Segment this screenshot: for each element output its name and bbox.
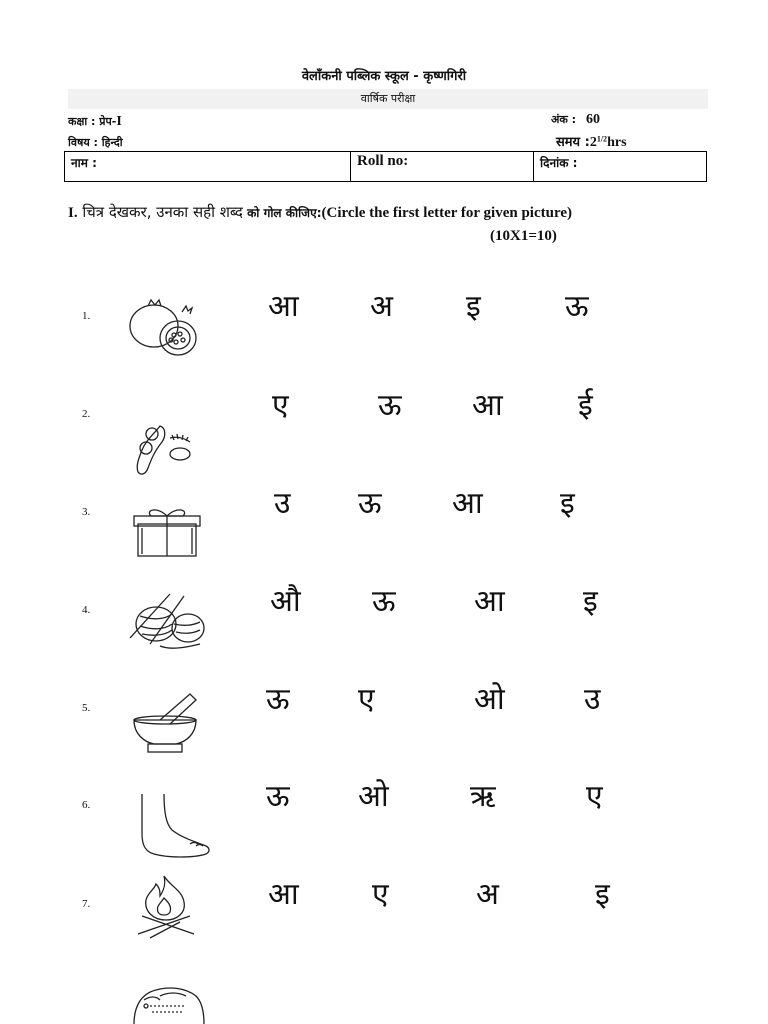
tamarind-image xyxy=(120,414,212,484)
item-number: 6. xyxy=(82,799,91,811)
elephant-image xyxy=(120,982,212,1024)
question-heading xyxy=(68,201,708,225)
question-hindi-bold-text: को गोल कीजिए: xyxy=(242,206,322,220)
option-letter[interactable]: ई xyxy=(578,388,593,423)
marks-value: 60 xyxy=(585,112,600,127)
foot-image xyxy=(120,792,212,862)
option-letter[interactable]: ऋ xyxy=(470,779,496,814)
option-letter[interactable]: औ xyxy=(270,584,301,619)
pomegranate-image xyxy=(120,294,212,364)
option-letter[interactable]: ओ xyxy=(474,682,505,717)
option-letter[interactable]: ऊ xyxy=(266,682,290,717)
option-letter[interactable]: इ xyxy=(466,289,481,324)
time-label: समय : xyxy=(556,135,590,150)
time-unit: hrs xyxy=(607,135,627,150)
subject-label: विषय : हिन्दी xyxy=(68,136,123,149)
item-number: 7. xyxy=(82,898,91,910)
mortar-pestle-image xyxy=(120,690,212,760)
item-number: 4. xyxy=(82,604,91,616)
marks-label: अंक : xyxy=(551,113,577,126)
date-label: दिनांक : xyxy=(540,156,578,170)
option-letter[interactable]: उ xyxy=(274,486,291,521)
option-letter[interactable]: ए xyxy=(586,779,603,814)
marks-field xyxy=(551,112,600,128)
time-field xyxy=(556,132,627,151)
option-letter[interactable]: ऊ xyxy=(565,289,589,324)
option-letter[interactable]: अ xyxy=(476,877,499,912)
option-letter[interactable]: ऊ xyxy=(266,779,290,814)
name-cell[interactable] xyxy=(65,152,351,181)
item-number: 5. xyxy=(82,702,91,714)
gift-box-image xyxy=(120,500,212,570)
wool-yarn-image xyxy=(120,586,212,656)
option-letter[interactable]: ए xyxy=(372,877,389,912)
option-letter[interactable]: इ xyxy=(560,486,575,521)
option-letter[interactable]: अ xyxy=(370,289,393,324)
option-letter[interactable]: ऊ xyxy=(378,388,402,423)
option-letter[interactable]: ओ xyxy=(358,779,389,814)
option-letter[interactable]: आ xyxy=(268,877,299,912)
student-info-box xyxy=(64,151,707,182)
roll-no-label: Roll no: xyxy=(357,153,409,169)
option-letter[interactable]: ऊ xyxy=(358,486,382,521)
option-letter[interactable]: इ xyxy=(595,877,610,912)
option-letter[interactable]: आ xyxy=(472,388,503,423)
question-hindi-text: चित्र देखकर, उनका सही शब्द xyxy=(77,203,243,221)
item-number: 1. xyxy=(82,310,91,322)
name-label: नाम : xyxy=(71,156,97,170)
option-letter[interactable]: आ xyxy=(268,289,299,324)
roll-no-cell[interactable] xyxy=(351,152,534,181)
class-label: कक्षा : प्रेप- xyxy=(68,115,117,128)
campfire-image xyxy=(120,872,212,942)
option-letter[interactable]: ऊ xyxy=(372,584,396,619)
date-cell[interactable] xyxy=(534,152,706,181)
question-english-text: (Circle the first letter for given picture) xyxy=(321,205,572,221)
time-fraction: 1/2 xyxy=(596,134,608,144)
question-number: I. xyxy=(68,205,78,221)
option-letter[interactable]: आ xyxy=(474,584,505,619)
option-letter[interactable]: ए xyxy=(272,388,289,423)
marks-scheme: (10X1=10) xyxy=(490,228,557,244)
item-number: 2. xyxy=(82,408,91,420)
option-letter[interactable]: उ xyxy=(584,682,601,717)
class-value: I xyxy=(116,114,122,129)
option-letter[interactable]: आ xyxy=(452,486,483,521)
time-value: 2 xyxy=(589,135,597,150)
class-field xyxy=(68,114,122,130)
exam-name: वार्षिक परीक्षा xyxy=(68,89,708,109)
item-number: 3. xyxy=(82,506,91,518)
option-letter[interactable]: ए xyxy=(358,682,375,717)
option-letter[interactable]: इ xyxy=(583,584,598,619)
school-name: वेलाँकनी पब्लिक स्कूल - कृष्णगिरी xyxy=(301,69,467,84)
